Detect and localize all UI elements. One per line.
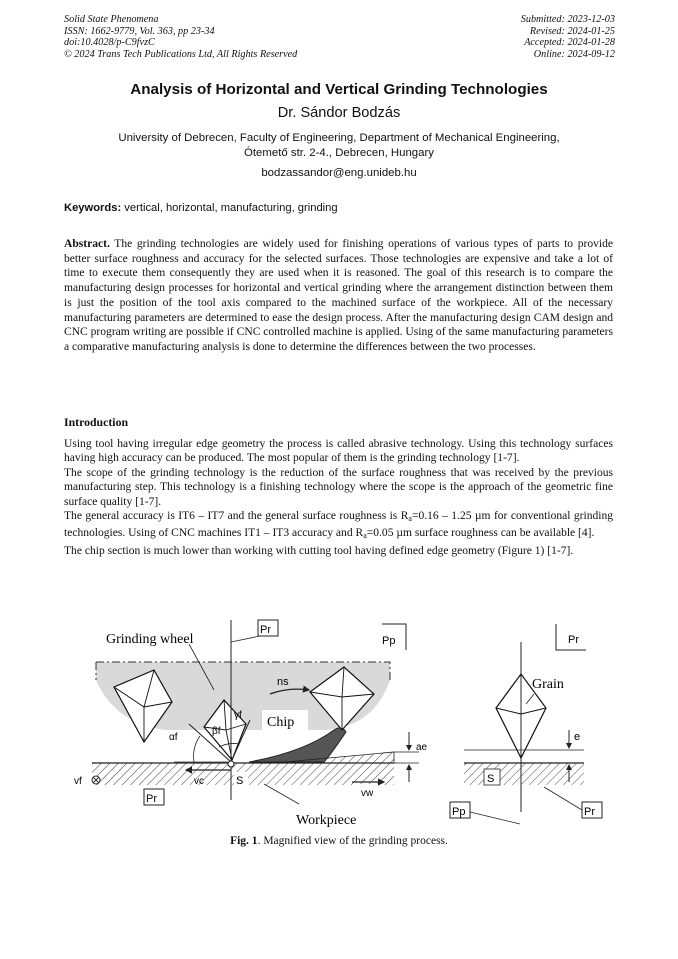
doi-line: doi:10.4028/p-C9fvzC [64, 37, 155, 49]
intro-paragraph-4: The chip section is much lower than working with cutting tool having defined edge geometry (Figure 1) [1-7]. [64, 544, 574, 557]
label-grinding-wheel: Grinding wheel [106, 632, 194, 647]
label-vw: vw [361, 788, 374, 799]
label-vc: vc [194, 776, 204, 787]
figure-grinding-process [74, 612, 634, 834]
introduction-body [64, 437, 613, 558]
label-gamma: γf [234, 710, 242, 721]
affiliation [0, 131, 678, 161]
submission-dates [521, 14, 615, 60]
grinding-diagram [74, 612, 634, 834]
journal-info [64, 14, 297, 60]
section-heading-introduction: Introduction [64, 415, 129, 429]
workpiece-hatch-right [464, 763, 584, 785]
intro-paragraph-2: The scope of the grinding technology is the reduction of the surface roughness that was received by the previous manufacturing step. This technology is a finishing technology where the scope is the approach of the geometric fine surface quality [1-7]. [64, 466, 613, 508]
author-email[interactable]: bodzassandor@eng.unideb.hu [261, 167, 417, 179]
label-beta: βf [212, 726, 221, 737]
caption-label: Fig. 1 [230, 835, 258, 847]
abstract-label: Abstract. [64, 238, 110, 250]
label-e: e [574, 731, 581, 743]
copyright-line: © 2024 Trans Tech Publications Ltd, All Rights Reserved [64, 48, 298, 60]
keywords-text: vertical, horizontal, manufacturing, grinding [121, 202, 338, 214]
label-pp-top: Pp [382, 635, 396, 647]
affiliation-line-1: University of Debrecen, Faculty of Engineering, Department of Mechanical Engineering, [118, 132, 560, 144]
label-pf-right: Pr [584, 806, 595, 818]
label-vf: vf [74, 776, 82, 787]
label-workpiece: Workpiece [296, 813, 357, 828]
abstract [64, 237, 613, 355]
label-ns: ns [277, 676, 289, 688]
label-pr-right: Pr [568, 634, 579, 646]
caption-text: . Magnified view of the grinding process. [257, 835, 448, 847]
journal-name: Solid State Phenomena [64, 14, 159, 25]
figure-caption [0, 835, 678, 847]
intro-paragraph-1: Using tool having irregular edge geometry the process is called abrasive technology. Using this technology surfaces having high accuracy can be produced. The most popular of them is the grinding technology [1-7]. [64, 438, 613, 465]
label-s-right: S [487, 773, 495, 785]
revised-date: Revised: 2024-01-25 [529, 25, 615, 37]
accepted-date: Accepted: 2024-01-28 [524, 37, 615, 49]
label-pf-left: Pr [146, 793, 157, 805]
keywords [64, 202, 616, 214]
label-pp-bottom: Pp [452, 806, 466, 818]
label-pr-top: Pr [260, 624, 271, 636]
online-date: Online: 2024-09-12 [533, 48, 615, 60]
label-alpha: αf [169, 732, 178, 743]
abstract-text: The grinding technologies are widely used for finishing operations of various types of parts to provide better surface roughness and accuracy for the selected surfaces. Those technologies are expensive and take a lot of time to execute them consequently they are used when it is reasoned. The goal of this research is to compare the manufacturing design processes for horizontal and vertical grinding where the arrangement distinction between them is just the position of the tool axis compared to the machined surface of the workpiece. All of the necessary manufacturing parameters are determined to ease the design process. After the manufacturing design CAM design and CNC program writing are possible if CNC controlled machine is applied. Using of the same manufacturing parameters a comparative manufacturing analysis is done to determine the differences between the two processes. [64, 238, 613, 353]
paper-title: Analysis of Horizontal and Vertical Grinding Technologies [130, 81, 548, 98]
intro-paragraph-3: The general accuracy is IT6 – IT7 and the general surface roughness is $R_a=0.16 - 1.25$ µm for conventional grinding technologies. Using of CNC machines IT1 – IT3 accuracy and $R_a=0.05$ µm surface roughness can be available [4]. [64, 510, 613, 541]
author-name: Dr. Sándor Bodzás [277, 105, 401, 121]
affiliation-line-2: Ótemető str. 2-4., Debrecen, Hungary [244, 147, 434, 159]
label-chip: Chip [267, 715, 295, 730]
label-ae: ae [416, 742, 428, 753]
label-grain: Grain [532, 677, 564, 692]
label-s-left: S [236, 775, 244, 787]
keywords-label: Keywords: [64, 202, 122, 214]
chip-shape [249, 728, 346, 762]
issn-line: ISSN: 1662-9779, Vol. 363, pp 23-34 [64, 25, 215, 37]
submitted-date: Submitted: 2023-12-03 [520, 14, 615, 25]
